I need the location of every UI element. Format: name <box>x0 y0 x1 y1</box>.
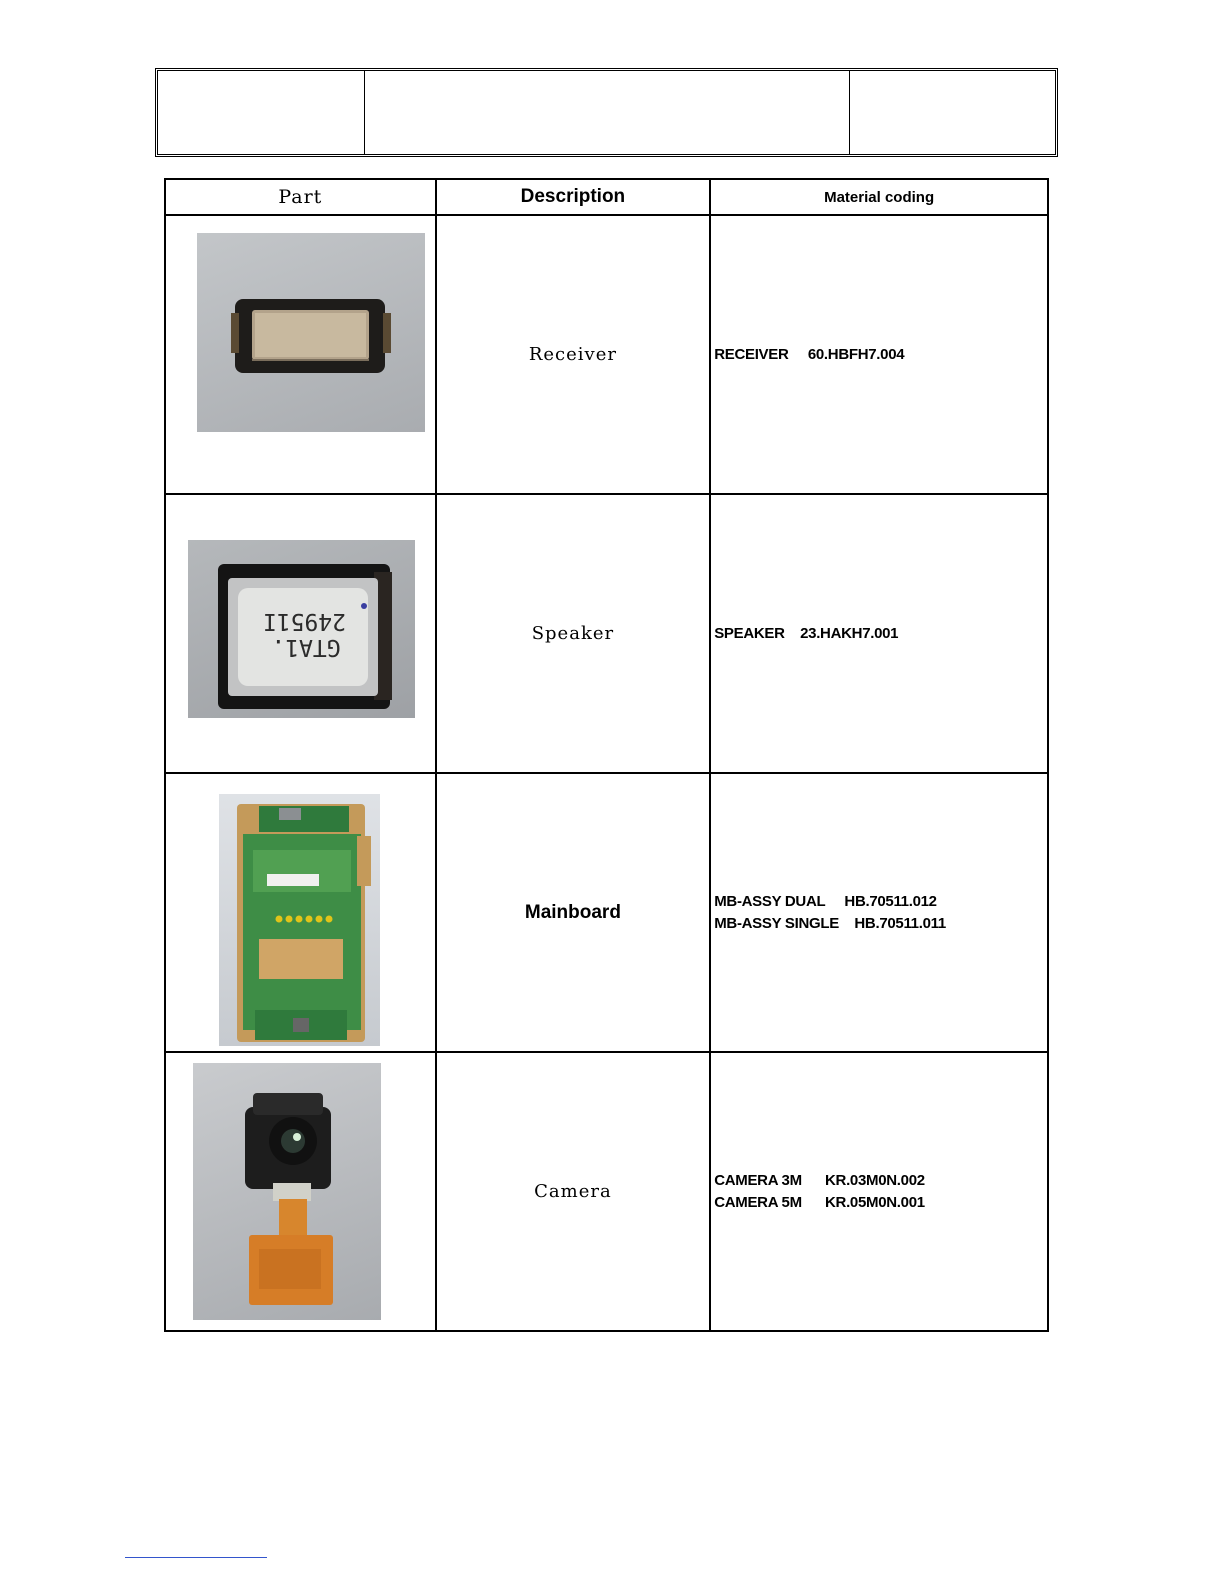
speaker-photo-icon <box>188 540 415 718</box>
parts-table <box>164 178 1049 1332</box>
document-header-box <box>155 68 1058 157</box>
part-description: Mainboard <box>436 773 711 1052</box>
header-part: Part <box>165 179 436 215</box>
table-row <box>165 773 1048 1052</box>
mainboard-photo-icon <box>219 794 380 1046</box>
header-description: Description <box>436 179 711 215</box>
table-row <box>165 215 1048 494</box>
header-info-cell <box>850 71 1055 154</box>
footer-rule <box>125 1557 267 1558</box>
part-description: Camera <box>436 1052 711 1331</box>
material-code-cell <box>710 494 1048 773</box>
material-code: RECEIVER 60.HBFH7.004 <box>714 345 905 363</box>
part-description: Receiver <box>436 215 711 494</box>
material-code-cell <box>710 773 1048 1052</box>
table-header-row <box>165 179 1048 215</box>
part-photo-cell <box>165 215 436 494</box>
speaker-label-print: GTA1. 24951I <box>262 608 346 660</box>
material-code: MB-ASSY DUAL HB.70511.012 <box>714 892 937 910</box>
header-title-cell <box>365 71 850 154</box>
material-code: CAMERA 3M KR.03M0N.002 <box>714 1171 925 1189</box>
material-code-cell <box>710 1052 1048 1331</box>
part-photo-cell <box>165 1052 436 1331</box>
material-code: CAMERA 5M KR.05M0N.001 <box>714 1193 925 1211</box>
part-description: Speaker <box>436 494 711 773</box>
header-material-coding: Material coding <box>710 179 1048 215</box>
camera-photo-icon <box>193 1063 381 1320</box>
material-code: MB-ASSY SINGLE HB.70511.011 <box>714 914 946 932</box>
material-code-cell <box>710 215 1048 494</box>
header-logo-cell <box>158 71 365 154</box>
part-photo-cell <box>165 773 436 1052</box>
material-code: SPEAKER 23.HAKH7.001 <box>714 624 899 642</box>
receiver-photo-icon <box>197 233 425 432</box>
part-photo-cell <box>165 494 436 773</box>
table-row <box>165 494 1048 773</box>
table-row <box>165 1052 1048 1331</box>
